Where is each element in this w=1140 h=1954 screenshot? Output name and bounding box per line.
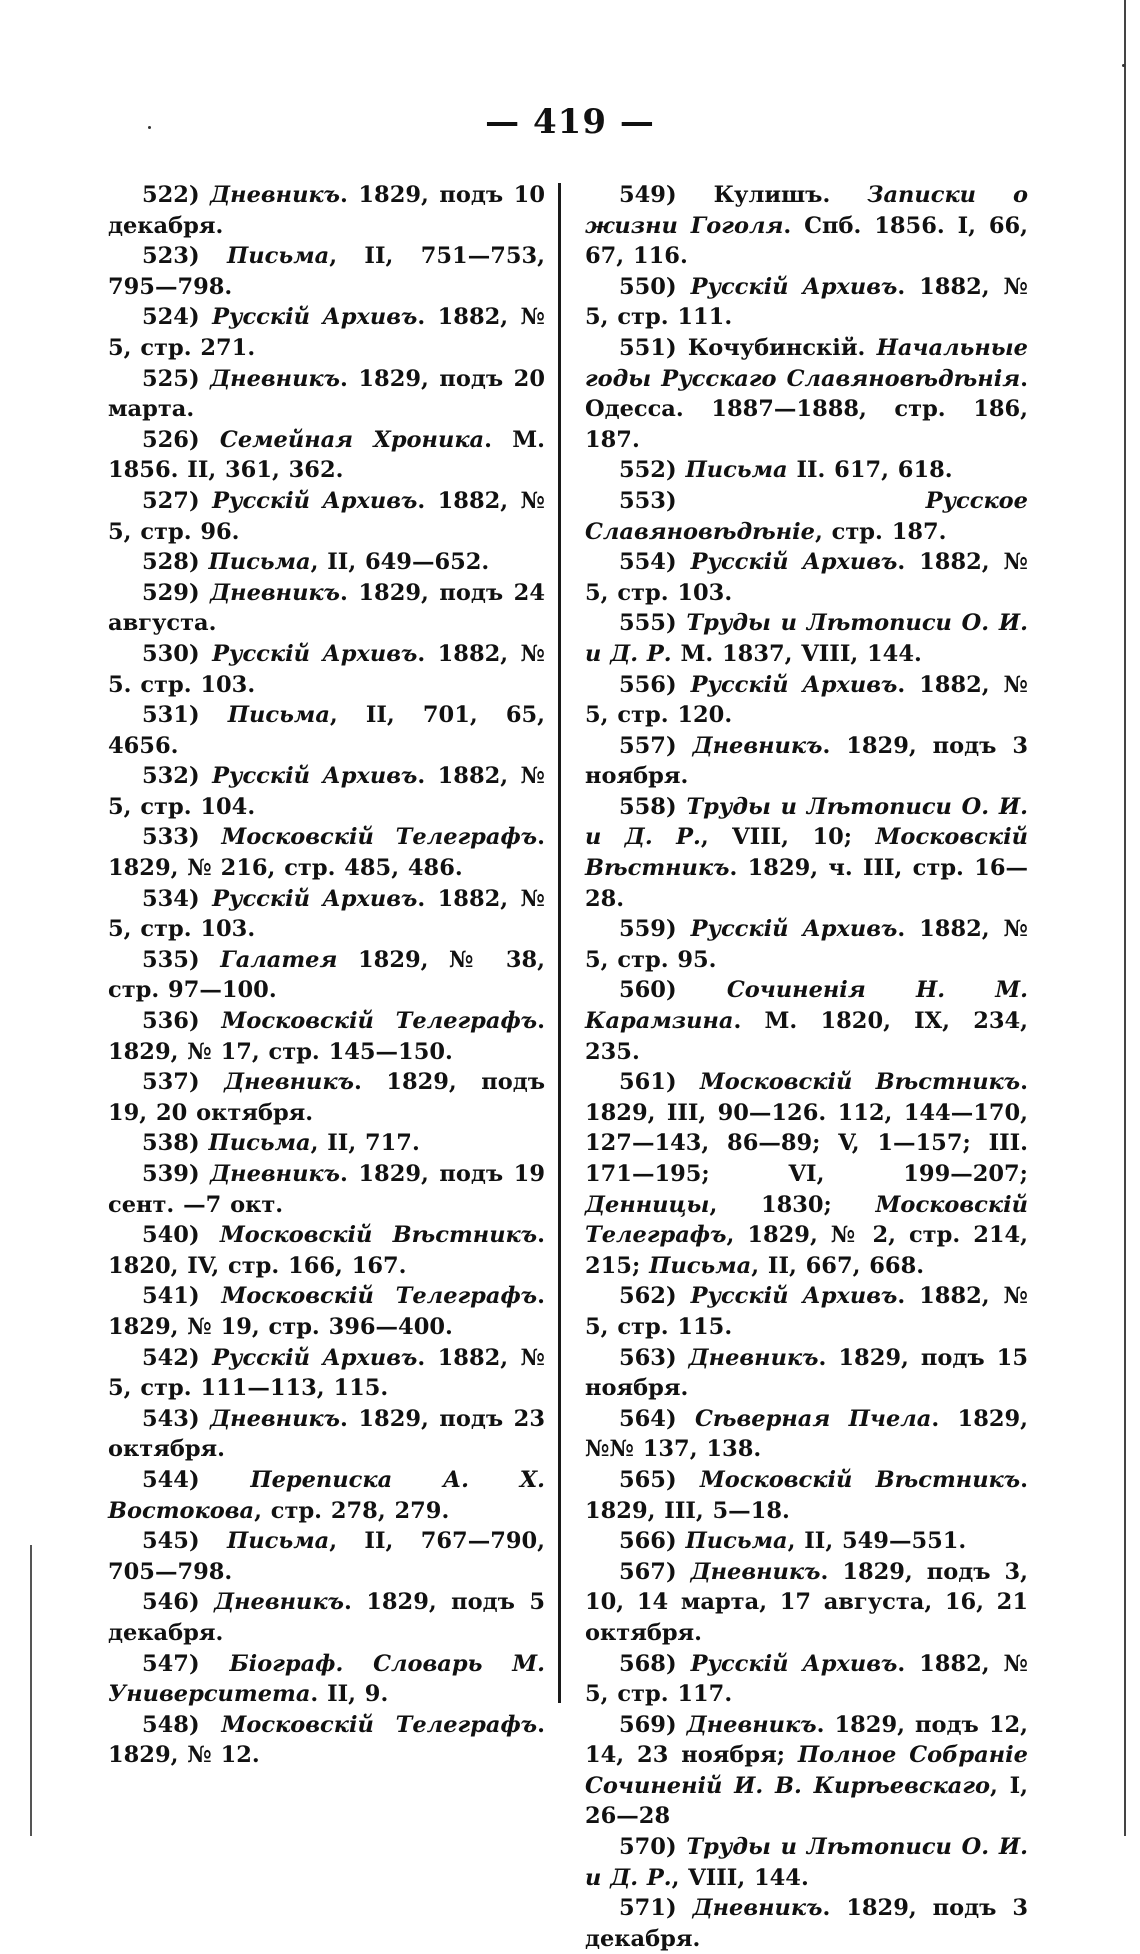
citation-text: . 1882, № 5, стр. 271. — [108, 304, 545, 361]
source-title: Письма — [227, 1528, 330, 1555]
footnote-number: 549) — [619, 182, 677, 208]
footnote-number: 569) — [619, 1711, 677, 1738]
footnote-entry — [108, 1220, 545, 1281]
footnote-entry — [585, 670, 1028, 731]
citation-text: . 1829, № 17, стр. 145—150. — [108, 1008, 545, 1065]
footnote-number: 534) — [142, 885, 200, 912]
footnote-number: 550) — [619, 273, 677, 300]
source-title: Московскій Телеграфъ — [221, 824, 538, 851]
citation-text: . 1829, подъ 12, 14, 23 ноября; — [585, 1711, 1028, 1769]
citation-text: . 1829, подъ 3 ноября. — [585, 732, 1028, 790]
footnote-entry — [108, 1710, 545, 1771]
footnote-entry — [585, 1832, 1028, 1893]
citation-text: . 1829, подъ 15 ноября. — [585, 1344, 1028, 1402]
source-title: Дневникъ — [210, 182, 341, 208]
citation-text: . 1829, подъ 24 августа. — [108, 579, 545, 637]
citation-text: . М. 1820, IX, 234, 235. — [585, 1008, 1028, 1065]
footnote-number: 566) — [619, 1528, 677, 1555]
source-title: Дневникъ — [210, 1161, 341, 1187]
footnote-entry — [585, 1067, 1028, 1281]
footnote-entry — [108, 761, 545, 822]
source-title: Русскій Архивъ — [690, 1283, 898, 1310]
citation-text: . 1882, № 5, стр. 111. — [585, 273, 1028, 331]
citation-text: 1829, № 38, стр. 97—100. — [108, 946, 545, 1004]
source-title: Денницы — [585, 1191, 710, 1218]
footnote-number: 529) — [142, 579, 200, 606]
footnote-number: 561) — [619, 1069, 677, 1096]
footnote-entry — [108, 578, 545, 639]
citation-text: , II, 649—652. — [310, 549, 490, 576]
citation-text: . 1882, № 5. стр. 103. — [108, 640, 545, 698]
source-title: Московскій Телеграфъ — [221, 1711, 538, 1738]
source-title: Письма — [227, 243, 330, 270]
footnote-number: 546) — [142, 1589, 200, 1616]
footnote-number: 563) — [619, 1344, 677, 1371]
citation-text: , II, 751—753, 795—798. — [108, 243, 545, 300]
footnote-entry — [585, 1404, 1028, 1465]
footnote-number: 541) — [142, 1283, 200, 1310]
footnote-entry — [585, 1465, 1028, 1526]
source-title: Русскій Архивъ — [690, 273, 898, 300]
footnote-number: 543) — [142, 1405, 200, 1432]
citation-text: . 1882, № 5, стр. 117. — [585, 1650, 1028, 1708]
footnote-entry — [585, 547, 1028, 608]
footnote-number: 562) — [619, 1283, 677, 1310]
citation-text: , I, 26—28 — [585, 1772, 1028, 1830]
footnote-entry — [585, 455, 1028, 486]
footnote-entry — [585, 914, 1028, 975]
footnote-number: 526) — [142, 426, 200, 453]
source-title: Русскій Архивъ — [212, 487, 418, 514]
citation-text: . 1882, № 5, стр. 104. — [108, 763, 545, 820]
citation-text: . 1829, подъ 23 октября. — [108, 1405, 545, 1463]
footnote-entry — [108, 1587, 545, 1648]
footnote-entry — [585, 272, 1028, 333]
footnote-entry — [585, 180, 1028, 272]
footnote-entry — [108, 364, 545, 425]
footnote-number: 539) — [142, 1161, 200, 1187]
citation-text: . М. 1856. II, 361, 362. — [108, 426, 545, 484]
footnote-entry — [585, 792, 1028, 914]
source-title: Труды и Лѣтописи О. И. и Д. Р. — [585, 793, 1028, 851]
citation-text: . 1882, № 5, стр. 111—113, 115. — [108, 1344, 545, 1402]
citation-text: . 1829, подъ 19 сент. —7 окт. — [108, 1161, 545, 1218]
footnote-entry — [585, 486, 1028, 547]
footnote-entry — [585, 975, 1028, 1067]
citation-text: , VIII, 10; — [700, 824, 876, 851]
source-title: Записки о жизни Гоголя — [585, 182, 1028, 239]
footnote-entry — [108, 547, 545, 578]
footnote-entry — [585, 731, 1028, 792]
source-title: Московскій Телеграфъ — [221, 1008, 538, 1035]
source-title: Галатея — [220, 946, 338, 973]
citation-text: . 1829, подъ 10 декабря. — [108, 182, 545, 239]
source-title: Русскій Архивъ — [212, 640, 418, 667]
footnote-entry — [585, 1557, 1028, 1649]
footnote-number: 548) — [142, 1711, 200, 1738]
footnote-number: 540) — [142, 1222, 200, 1249]
source-title: Русскій Архивъ — [212, 1344, 418, 1371]
footnote-entry — [585, 1526, 1028, 1557]
footnote-number: 532) — [142, 763, 200, 790]
footnote-entry — [108, 1404, 545, 1465]
footnote-number: 527) — [142, 487, 200, 514]
citation-text: II. 617, 618. — [787, 457, 953, 484]
footnote-number: 567) — [619, 1558, 677, 1585]
source-title: Переписка А. Х. Востокова — [108, 1466, 545, 1524]
footnote-number: 552) — [619, 457, 677, 484]
citation-text: . II, 9. — [310, 1681, 389, 1708]
footnote-number: 525) — [142, 365, 200, 392]
source-title: Труды и Лѣтописи О. И. и Д. Р. — [585, 610, 1028, 667]
footnote-entry — [108, 945, 545, 1006]
source-title: Московскій Вѣстникъ — [219, 1222, 538, 1249]
citation-text: . 1829, подъ 3 декабря. — [585, 1895, 1028, 1952]
footnote-entry — [108, 639, 545, 700]
citation-text: , II, 701, 65, 4656. — [108, 702, 545, 759]
footnote-number: 571) — [619, 1895, 677, 1922]
source-title: Дневникъ — [690, 1558, 821, 1585]
footnote-number: 535) — [142, 946, 200, 973]
footnote-number: 560) — [619, 977, 677, 1004]
footnote-number: 551) — [619, 334, 677, 361]
source-title: Дневникъ — [224, 1069, 354, 1096]
footnote-entry — [108, 1006, 545, 1067]
source-title: Дневникъ — [210, 1405, 341, 1432]
footnote-entry — [585, 608, 1028, 669]
footnote-entry — [108, 1343, 545, 1404]
source-title: Московскій Телеграфъ — [221, 1283, 538, 1310]
footnote-number: 533) — [142, 824, 200, 851]
source-title: Дневникъ — [210, 365, 341, 392]
footnote-entry — [585, 1649, 1028, 1710]
footnote-number: 536) — [142, 1008, 200, 1035]
source-title: Дневникъ — [692, 732, 823, 759]
footnote-entry — [108, 1526, 545, 1587]
source-title: Московскій Вѣстникъ — [699, 1069, 1021, 1096]
footnote-entry — [585, 1710, 1028, 1832]
citation-text: . 1829, подъ 19, 20 октября. — [108, 1069, 545, 1126]
footnote-number: 555) — [619, 610, 677, 637]
citation-text: . 1829, подъ 5 декабря. — [108, 1589, 545, 1646]
footnote-number: 528) — [142, 549, 200, 576]
footnote-entry — [108, 1465, 545, 1526]
scan-speck — [1122, 64, 1125, 67]
citation-text: , 1829, № 2, стр. 214, 215; — [585, 1222, 1028, 1279]
source-title: Дневникъ — [214, 1589, 344, 1616]
footnote-entry — [108, 1649, 545, 1710]
source-title: Московскій Телеграфъ — [585, 1191, 1028, 1249]
citation-text: . Спб. 1856. I, 66, 67, 116. — [585, 212, 1029, 270]
footnotes-left-column — [108, 180, 545, 1771]
citation-text: . 1882, № 5, стр. 120. — [585, 671, 1028, 729]
source-title: Дневникъ — [210, 579, 341, 606]
source-title: Письма — [208, 1130, 311, 1157]
footnote-number: 568) — [619, 1650, 677, 1677]
footnote-number: 557) — [619, 732, 677, 759]
footnote-entry — [108, 1128, 545, 1159]
footnote-entry — [108, 486, 545, 547]
footnote-entry — [108, 1067, 545, 1128]
source-title: Письма — [649, 1252, 752, 1279]
footnote-entry — [108, 302, 545, 363]
footnote-entry — [108, 1159, 545, 1220]
footnote-number: 542) — [142, 1344, 200, 1371]
source-title: Московскій Вѣстникъ — [585, 824, 1028, 882]
source-title: Русскій Архивъ — [212, 304, 418, 331]
footnotes-right-column — [585, 180, 1028, 1954]
source-title: Русскій Архивъ — [690, 1650, 898, 1677]
footnote-entry — [108, 180, 545, 241]
citation-text: . Одесса. 1887—1888, стр. 186, 187. — [585, 365, 1028, 453]
citation-text: . 1829, III, 5—18. — [585, 1466, 1028, 1524]
source-title: Семейная Хроника — [219, 426, 485, 453]
footnote-entry — [108, 884, 545, 945]
source-title: Русскій Архивъ — [690, 916, 898, 943]
source-title: Русскій Архивъ — [212, 763, 418, 790]
source-title: Письма — [227, 702, 330, 729]
source-title: Біограф. Словарь М. Университета — [108, 1650, 545, 1708]
footnote-number: 559) — [619, 916, 677, 943]
footnote-entry — [108, 1281, 545, 1342]
footnote-number: 537) — [142, 1069, 200, 1096]
source-title: Дневникъ — [688, 1344, 819, 1371]
source-title: Полное Собраніе Сочиненій И. В. Кирѣевскаго — [585, 1742, 1028, 1799]
footnote-number: 547) — [142, 1650, 200, 1677]
footnote-number: 531) — [142, 702, 200, 729]
source-title: Письма — [208, 549, 311, 576]
source-title: Дневникъ — [686, 1711, 817, 1738]
citation-text: Кочубинскій. — [687, 334, 877, 361]
citation-text: . 1882, № 5, стр. 103. — [585, 549, 1028, 606]
source-title: Сочиненія Н. М. Карамзина — [585, 977, 1028, 1035]
footnote-number: 530) — [142, 640, 200, 667]
citation-text: , II, 667, 668. — [751, 1252, 925, 1279]
citation-text: . 1882, № 5, стр. 115. — [585, 1283, 1028, 1340]
citation-text: , II, 549—551. — [787, 1528, 967, 1555]
citation-text: . 1829, III, 90—126. 112, 144—170, 127—143, 86—89; V, 1—157; III. 171—195; VI, 199—207; — [585, 1069, 1028, 1187]
footnote-entry — [108, 241, 545, 302]
citation-text: . 1829, подъ 3, 10, 14 марта, 17 августа, 16, 21 октября. — [585, 1558, 1028, 1646]
source-title: Московскій Вѣстникъ — [699, 1466, 1021, 1493]
footnote-number: 524) — [142, 304, 200, 331]
footnote-number: 522) — [142, 182, 200, 208]
source-title: Сѣверная Пчела — [695, 1405, 932, 1432]
citation-text: . 1829, №№ 137, 138. — [585, 1405, 1028, 1463]
footnote-number: 554) — [619, 549, 677, 576]
footnote-entry — [585, 1893, 1028, 1954]
citation-text: , стр. 278, 279. — [254, 1497, 450, 1524]
footnote-number: 556) — [619, 671, 677, 698]
footnote-entry — [108, 700, 545, 761]
footnote-entry — [585, 1343, 1028, 1404]
citation-text: , II, 767—790, 705—798. — [108, 1528, 545, 1585]
citation-text: , 1830; — [709, 1191, 876, 1218]
source-title: Русскій Архивъ — [212, 885, 418, 912]
footnote-number: 558) — [619, 793, 677, 820]
citation-text: . 1829, № 12. — [108, 1711, 545, 1769]
page-edge-line — [1124, 0, 1126, 1836]
footnote-number: 564) — [619, 1405, 677, 1432]
footnote-number: 544) — [142, 1466, 200, 1493]
footnote-number: 570) — [619, 1834, 677, 1861]
footnote-number: 553) — [619, 487, 677, 514]
source-title: Русскій Архивъ — [690, 671, 898, 698]
citation-text: . 1829, подъ 20 марта. — [108, 365, 545, 423]
footnote-entry — [108, 425, 545, 486]
column-divider — [558, 183, 561, 1703]
source-title: Дневникъ — [692, 1895, 823, 1922]
citation-text: Кулишъ. — [713, 182, 868, 208]
source-title: Труды и Лѣтописи О. И. и Д. Р. — [585, 1834, 1028, 1891]
citation-text: . 1829, № 216, стр. 485, 486. — [108, 824, 545, 882]
source-title: Начальные годы Русскаго Славяновѣдѣнія — [585, 334, 1028, 392]
citation-text: . 1882, № 5, стр. 103. — [108, 885, 545, 943]
source-title: Письма — [685, 457, 788, 484]
footnote-entry — [585, 1281, 1028, 1342]
page-edge-line — [30, 1545, 32, 1836]
footnote-number: 538) — [142, 1130, 200, 1157]
footnote-number: 565) — [619, 1466, 677, 1493]
source-title: Русскій Архивъ — [690, 549, 898, 576]
citation-text: , стр. 187. — [814, 518, 947, 545]
citation-text: . 1829, ч. III, стр. 16—28. — [585, 855, 1028, 912]
footnote-entry — [585, 333, 1028, 455]
citation-text: . 1820, IV, стр. 166, 167. — [108, 1222, 545, 1279]
citation-text: . 1882, № 5, стр. 96. — [108, 487, 545, 545]
footnote-number: 523) — [142, 243, 200, 270]
citation-text: , II, 717. — [310, 1130, 420, 1157]
page-number: — 419 — — [485, 102, 655, 142]
source-title: Письма — [685, 1528, 788, 1555]
footnote-number: 545) — [142, 1528, 200, 1555]
citation-text: . 1882, № 5, стр. 95. — [585, 916, 1028, 973]
source-title: Русское Славяновѣдѣніе — [585, 487, 1028, 545]
citation-text: , VIII, 144. — [671, 1864, 809, 1891]
citation-text: . 1829, № 19, стр. 396—400. — [108, 1283, 545, 1340]
footnote-entry — [108, 822, 545, 883]
citation-text: М. 1837, VIII, 144. — [671, 640, 922, 667]
